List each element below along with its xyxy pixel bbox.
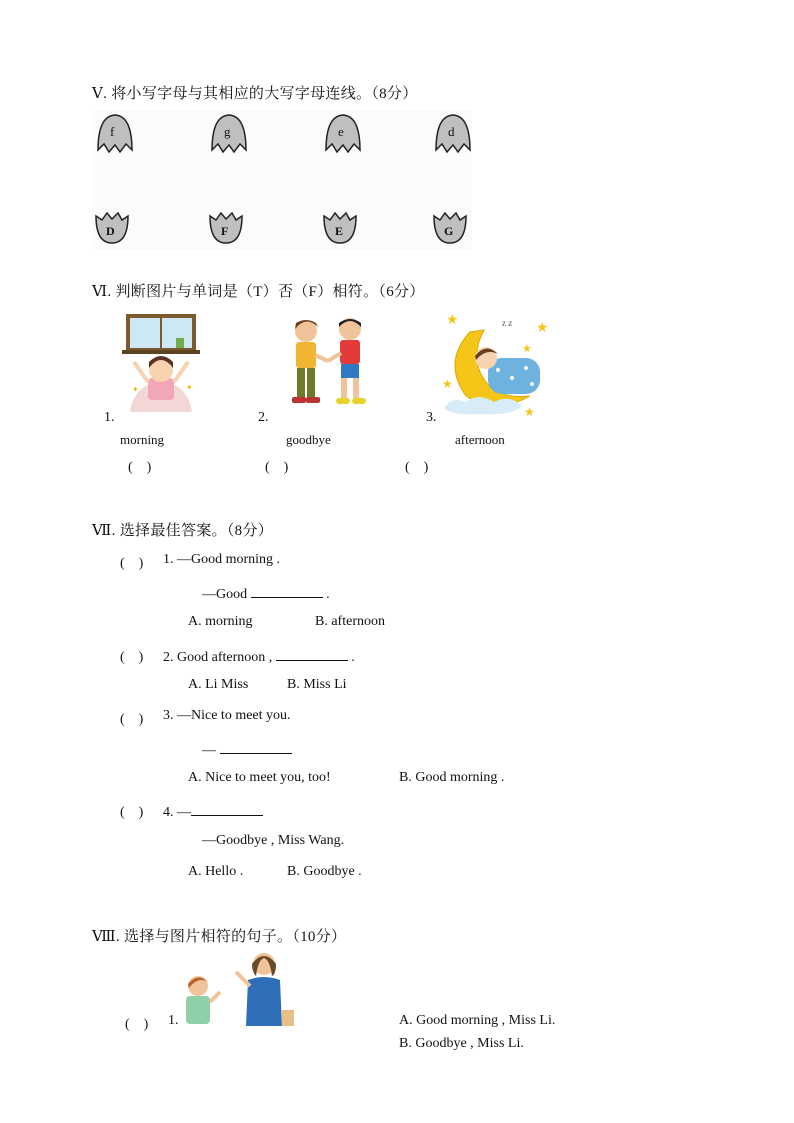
answer-paren[interactable]: ( ) [125, 1017, 149, 1032]
answer-blank[interactable] [251, 583, 323, 598]
question-reply [202, 739, 292, 759]
reply-text: — [202, 743, 216, 758]
lower-letter: g [224, 124, 231, 139]
egg-shell-top-icon [94, 112, 136, 154]
section7-heading: Ⅶ. 选择最佳答案。（8分） [92, 523, 274, 539]
item-number: 3. [426, 410, 437, 425]
question-text: 2. Good afternoon , [163, 650, 273, 665]
section8-heading: Ⅷ. 选择与图片相符的句子。（10分） [92, 929, 347, 945]
section5-heading: Ⅴ. 将小写字母与其相应的大写字母连线。（8分） [92, 86, 418, 102]
answer-paren[interactable]: ( ) [120, 650, 144, 665]
svg-text:★: ★ [446, 313, 459, 328]
word-label: afternoon [455, 432, 505, 447]
word-label: goodbye [286, 432, 331, 447]
answer-paren[interactable]: ( ) [405, 460, 429, 475]
answer-paren[interactable]: ( ) [120, 556, 144, 571]
girl-sleeping-moon-picture [440, 312, 552, 418]
item-number: 2. [258, 410, 269, 425]
question-line [163, 801, 263, 821]
answer-paren[interactable]: ( ) [120, 712, 144, 727]
svg-text:z z: z z [502, 318, 513, 328]
question-line [163, 646, 355, 666]
lower-letter: f [110, 124, 115, 139]
lower-letter: d [448, 124, 455, 139]
girl-waking-picture [120, 312, 202, 412]
reply-text: —Good [202, 587, 248, 602]
reply-end: . [326, 587, 330, 602]
question-reply [202, 583, 330, 603]
answer-paren[interactable]: ( ) [265, 460, 289, 475]
section6-heading: Ⅵ. 判断图片与单词是（T）否（F）相符。（6分） [92, 284, 425, 300]
option-a: A. morning [188, 614, 253, 629]
option-b: B. afternoon [315, 614, 385, 629]
option-a: A. Hello . [188, 864, 244, 879]
option-a: A. Good morning , Miss Li. [399, 1013, 556, 1028]
item-number: 1. [104, 410, 115, 425]
question-text: 4. — [163, 805, 191, 820]
svg-text:★: ★ [522, 343, 532, 355]
upper-letter: D [106, 224, 115, 238]
option-a: A. Li Miss [188, 677, 249, 692]
answer-paren[interactable]: ( ) [120, 805, 144, 820]
boys-shaking-hands-picture [278, 315, 380, 415]
svg-text:✦: ✦ [186, 383, 193, 392]
upper-letter: E [335, 224, 344, 238]
option-b: B. Goodbye . [287, 864, 362, 879]
question-text: 3. —Nice to meet you. [163, 708, 291, 723]
option-b: B. Good morning . [399, 770, 505, 785]
svg-text:★: ★ [442, 377, 453, 391]
word-label: morning [120, 432, 165, 447]
reply-text: —Goodbye , Miss Wang. [202, 833, 345, 848]
upper-letter: F [221, 224, 229, 238]
question-number: 1. [168, 1013, 179, 1028]
answer-blank[interactable] [220, 739, 292, 754]
answer-blank[interactable] [191, 801, 263, 816]
lower-letter: e [338, 124, 344, 139]
letter-matching-area [92, 110, 472, 250]
answer-paren[interactable]: ( ) [128, 460, 152, 475]
option-a: A. Nice to meet you, too! [188, 770, 331, 785]
answer-blank[interactable] [276, 646, 348, 661]
option-b: B. Goodbye , Miss Li. [399, 1036, 524, 1051]
option-b: B. Miss Li [287, 677, 347, 692]
upper-letter: G [444, 224, 454, 238]
question-text: 1. —Good morning . [163, 552, 281, 567]
svg-text:★: ★ [524, 405, 535, 418]
svg-text:★: ★ [536, 321, 549, 336]
boy-and-teacher-picture [178, 950, 298, 1028]
question-end: . [351, 650, 355, 665]
svg-text:✦: ✦ [132, 385, 139, 394]
